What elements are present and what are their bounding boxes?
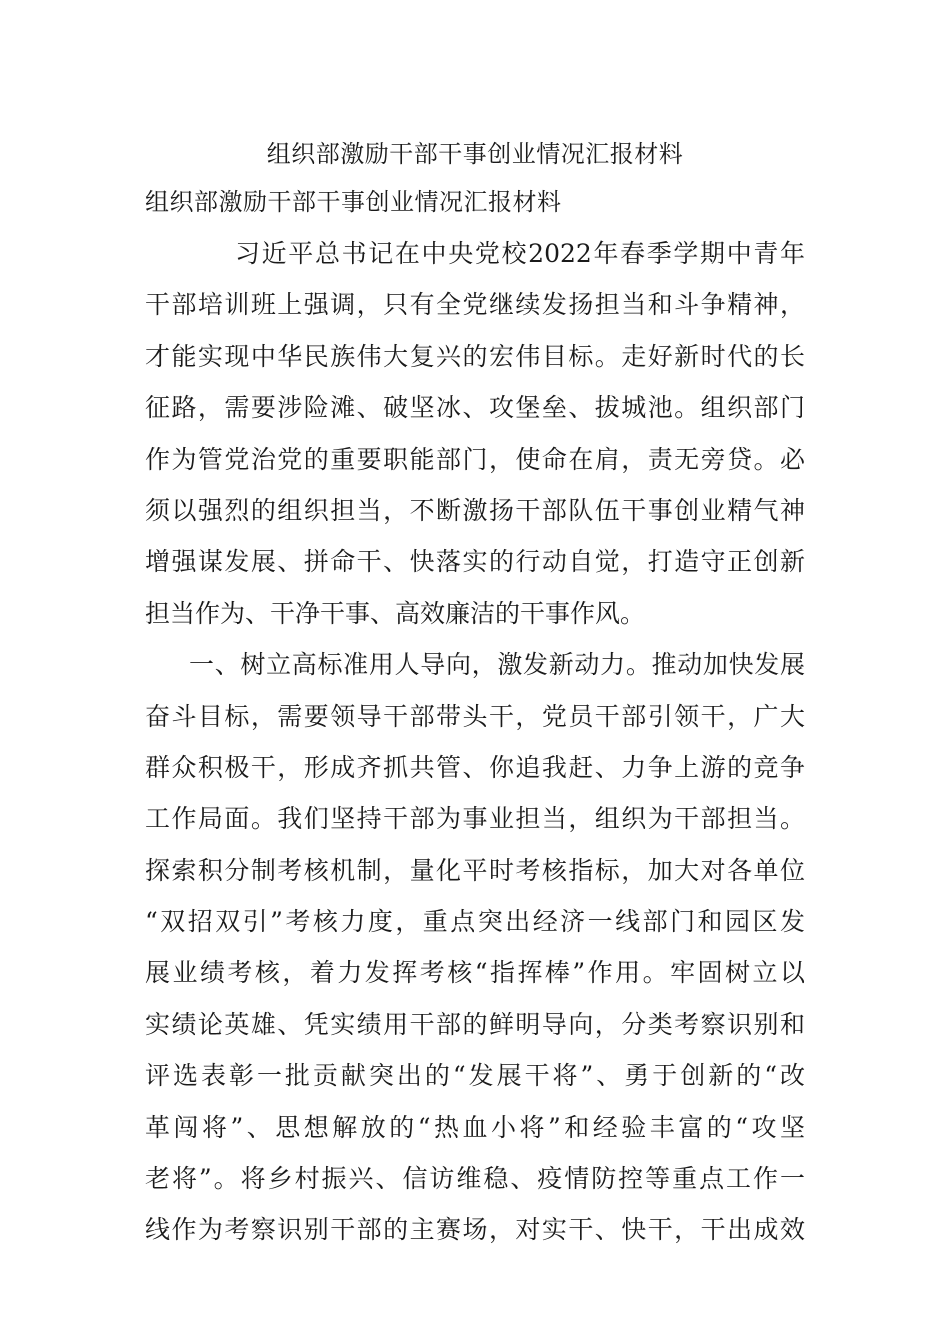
text-line: 征路，需要涉险滩、破坚冰、攻堡垒、拔城池。组织部门 — [145, 393, 805, 423]
text-line: 一、树立高标准用人导向，激发新动力。推动加快发展 — [189, 650, 805, 680]
text-line: 干部培训班上强调，只有全党继续发扬担当和斗争精神， — [145, 290, 805, 320]
text-line: 老将”。将乡村振兴、信访维稳、疫情防控等重点工作一 — [145, 1164, 805, 1194]
text-line: 奋斗目标，需要领导干部带头干，党员干部引领干，广大 — [145, 701, 805, 731]
paragraph — [145, 228, 805, 639]
text-line: 才能实现中华民族伟大复兴的宏伟目标。走好新时代的长 — [145, 341, 805, 371]
text-line: 作为管党治党的重要职能部门，使命在肩，责无旁贷。必 — [145, 444, 805, 474]
document-body — [145, 228, 805, 1256]
text-line: 线作为考察识别干部的主赛场，对实干、快干，干出成效 — [145, 1215, 805, 1245]
text-line: “双招双引”考核力度，重点突出经济一线部门和园区发 — [145, 907, 805, 937]
text-line: 增强谋发展、拼命干、快落实的行动自觉，打造守正创新 — [145, 547, 805, 577]
text-line: 担当作为、干净干事、高效廉洁的干事作风。 — [145, 598, 646, 628]
text-line: 工作局面。我们坚持干部为事业担当，组织为干部担当。 — [145, 804, 805, 834]
text-line: 评选表彰一批贡献突出的“发展干将”、勇于创新的“改 — [145, 1061, 805, 1091]
document-subtitle: 组织部激励干部干事创业情况汇报材料 — [145, 188, 562, 216]
text-line: 展业绩考核，着力发挥考核“指挥棒”作用。牢固树立以 — [145, 958, 805, 988]
paragraph — [145, 639, 805, 1256]
document-title: 组织部激励干部干事创业情况汇报材料 — [266, 140, 684, 168]
text-line: 习近平总书记在中央党校2022年春季学期中青年 — [235, 239, 805, 268]
text-line: 革闯将”、思想解放的“热血小将”和经验丰富的“攻坚 — [145, 1112, 805, 1142]
text-line: 群众积极干，形成齐抓共管、你追我赶、力争上游的竞争 — [145, 752, 805, 782]
text-line: 须以强烈的组织担当，不断激扬干部队伍干事创业精气神 — [145, 495, 805, 525]
text-line: 探索积分制考核机制，量化平时考核指标，加大对各单位 — [145, 855, 805, 885]
text-line: 实绩论英雄、凭实绩用干部的鲜明导向，分类考察识别和 — [145, 1009, 805, 1039]
